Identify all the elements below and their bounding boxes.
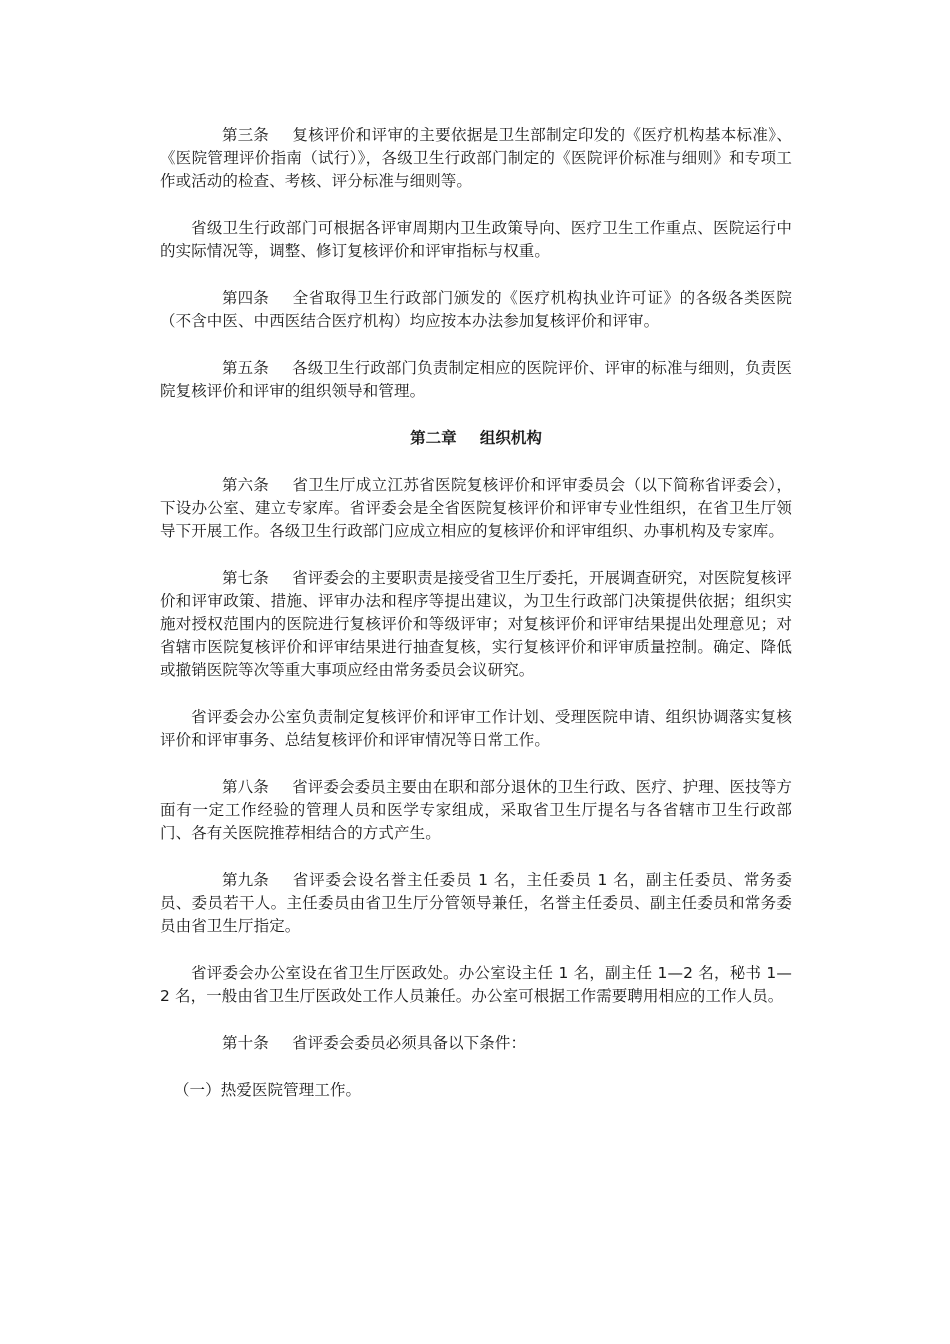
article-7-paragraph [160,567,792,682]
article-9-supplement-paragraph [160,962,792,1008]
article-7-supplement-paragraph [160,706,792,752]
article-number: 第四条 [222,289,269,307]
article-number: 第三条 [222,126,269,144]
article-text: 省评委会的主要职责是接受省卫生厅委托，开展调查研究，对医院复核评价和评审政策、措施、评审办法和程序等提出建议，为卫生行政部门决策提供依据；组织实施对授权范围内的医院进行复核评价和等级评审；对复核评价和评审结果提出处理意见；对省辖市医院复核评价和评审结果进行抽查复核，实行复核评价和评审质量控制。确定、降低或撤销医院等次等重大事项应经由常务委员会议研究。 [160,569,792,679]
article-8-paragraph [160,776,792,845]
article-6-paragraph [160,474,792,543]
article-5-paragraph [160,357,792,403]
article-number: 第八条 [222,778,269,796]
chapter-number: 第二章 [410,429,457,447]
article-3-supplement-paragraph [160,217,792,263]
article-text: 省评委会委员必须具备以下条件： [292,1034,527,1052]
paragraph-text: 省评委会办公室负责制定复核评价和评审工作计划、受理医院申请、组织协调落实复核评价和评审事务、总结复核评价和评审情况等日常工作。 [160,708,792,749]
article-text: 省卫生厅成立江苏省医院复核评价和评审委员会（以下简称省评委会），下设办公室、建立专家库。省评委会是全省医院复核评价和评审专业性组织，在省卫生厅领导下开展工作。各级卫生行政部门应成立相应的复核评价和评审组织、办事机构及专家库。 [160,476,792,540]
article-10-paragraph [160,1032,792,1055]
article-number: 第十条 [222,1034,269,1052]
article-text: 全省取得卫生行政部门颁发的《医疗机构执业许可证》的各级各类医院（不含中医、中西医结合医疗机构）均应按本办法参加复核评价和评审。 [160,289,792,330]
chapter-title: 组织机构 [479,429,542,447]
article-text: 复核评价和评审的主要依据是卫生部制定印发的《医疗机构基本标准》、《医院管理评价指南（试行）》，各级卫生行政部门制定的《医院评价标准与细则》和专项工作或活动的检查、考核、评分标准与细则等。 [160,126,792,190]
article-text: 各级卫生行政部门负责制定相应的医院评价、评审的标准与细则，负责医院复核评价和评审的组织领导和管理。 [160,359,792,400]
article-number: 第五条 [222,359,269,377]
condition-list-item [160,1079,792,1102]
article-text: 省评委会委员主要由在职和部分退休的卫生行政、医疗、护理、医技等方面有一定工作经验的管理人员和医学专家组成，采取省卫生厅提名与各省辖市卫生行政部门、各有关医院推荐相结合的方式产生。 [160,778,792,842]
list-item-text: （一）热爱医院管理工作。 [173,1081,362,1099]
document-body [160,124,792,1126]
article-number: 第七条 [222,569,269,587]
paragraph-text: 省级卫生行政部门可根据各评审周期内卫生政策导向、医疗卫生工作重点、医院运行中的实际情况等，调整、修订复核评价和评审指标与权重。 [160,219,792,260]
article-number: 第九条 [222,871,269,889]
article-9-paragraph [160,869,792,938]
chapter-heading [160,427,792,450]
article-3-paragraph [160,124,792,193]
paragraph-text: 省评委会办公室设在省卫生厅医政处。办公室设主任 1 名，副主任 1—2 名，秘书 1—2 名，一般由省卫生厅医政处工作人员兼任。办公室可根据工作需要聘用相应的工作人员。 [160,964,792,1005]
article-4-paragraph [160,287,792,333]
article-number: 第六条 [222,476,269,494]
article-text: 省评委会设名誉主任委员 1 名，主任委员 1 名，副主任委员、常务委员、委员若干人。主任委员由省卫生厅分管领导兼任，名誉主任委员、副主任委员和常务委员由省卫生厅指定。 [160,871,792,935]
